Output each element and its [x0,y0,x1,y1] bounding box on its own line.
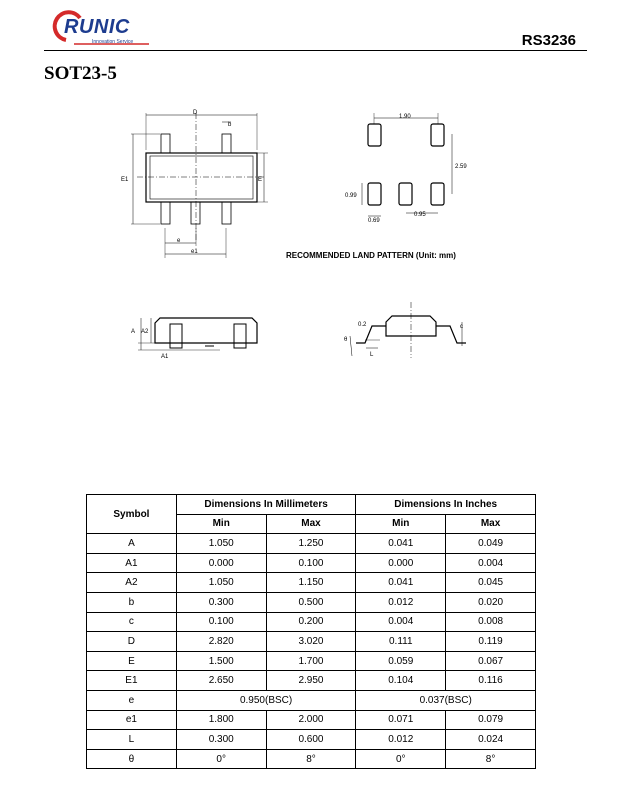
table-row [87,710,536,730]
cell-in-max: 0.045 [446,573,536,593]
cell-mm-max: 0.100 [266,553,356,573]
cell-mm-min: 1.500 [176,651,266,671]
cell-in-min: 0.012 [356,592,446,612]
dim-label-e: e [177,238,181,244]
land-label-height: 2.59 [455,164,467,170]
cell-in-min: 0° [356,749,446,769]
cell-in-max: 0.049 [446,534,536,554]
cell-mm-min: 1.800 [176,710,266,730]
table-row [87,612,536,632]
logo-tagline: Innovation Service [92,39,134,45]
dim-label-D: D [193,110,198,116]
cell-symbol: E [87,651,177,671]
cell-symbol: L [87,730,177,750]
in-max-header: Max [446,514,536,534]
land-label-pitch2: 0.95 [414,212,426,218]
side-label-A2: A2 [141,329,149,335]
cell-in-min: 0.111 [356,632,446,652]
cell-symbol: A [87,534,177,554]
table-row [87,671,536,691]
mm-header: Dimensions In Millimeters [176,495,356,515]
mm-min-header: Min [176,514,266,534]
dim-label-E: E [258,177,263,183]
mm-max-header: Max [266,514,356,534]
dim-label-b: b [228,122,232,128]
side-label-A1: A1 [161,354,169,360]
cell-symbol: θ [87,749,177,769]
cell-symbol: E1 [87,671,177,691]
table-row [87,534,536,554]
end-label-L: L [370,352,374,358]
cell-in-max: 8° [446,749,536,769]
in-min-header: Min [356,514,446,534]
package-title: SOT23-5 [44,63,117,84]
table-header-row [87,495,536,515]
cell-mm-max: 0.500 [266,592,356,612]
cell-in-min: 0.104 [356,671,446,691]
cell-mm-min: 2.820 [176,632,266,652]
cell-in-min: 0.041 [356,573,446,593]
cell-symbol: A1 [87,553,177,573]
cell-symbol: e1 [87,710,177,730]
land-label-pad-width: 0.69 [368,218,380,224]
cell-mm-max: 8° [266,749,356,769]
cell-symbol: c [87,612,177,632]
land-pattern-drawing [362,113,452,216]
cell-symbol: e [87,690,177,710]
cell-symbol: b [87,592,177,612]
cell-in-max: 0.116 [446,671,536,691]
cell-mm-min: 0° [176,749,266,769]
end-view-drawing [350,302,466,358]
cell-mm-max: 1.250 [266,534,356,554]
cell-in-min: 0.012 [356,730,446,750]
table-row [87,553,536,573]
cell-in-bsc: 0.037(BSC) [356,690,536,710]
table-row [87,690,536,710]
cell-mm-max: 0.600 [266,730,356,750]
table-row [87,592,536,612]
table-row [87,730,536,750]
cell-mm-min: 0.000 [176,553,266,573]
cell-in-max: 0.067 [446,651,536,671]
cell-mm-min: 2.650 [176,671,266,691]
table-row [87,749,536,769]
cell-in-min: 0.041 [356,534,446,554]
table-row [87,632,536,652]
cell-mm-max: 0.200 [266,612,356,632]
table-row [87,573,536,593]
cell-in-min: 0.000 [356,553,446,573]
in-header: Dimensions In Inches [356,495,536,515]
cell-symbol: A2 [87,573,177,593]
cell-in-min: 0.059 [356,651,446,671]
end-label-gauge: 0.2 [358,322,367,328]
end-label-theta: θ [344,337,348,343]
land-label-pad-height: 0.99 [345,193,357,199]
cell-mm-max: 2.000 [266,710,356,730]
cell-mm-min: 1.050 [176,534,266,554]
cell-in-min: 0.071 [356,710,446,730]
cell-in-min: 0.004 [356,612,446,632]
cell-in-max: 0.004 [446,553,536,573]
cell-symbol: D [87,632,177,652]
cell-in-max: 0.079 [446,710,536,730]
land-label-pitch: 1.90 [399,114,411,120]
cell-in-max: 0.020 [446,592,536,612]
symbol-header: Symbol [87,495,177,534]
dim-label-e1: e1 [191,249,198,255]
logo-text: RUNIC [64,16,130,38]
side-label-A: A [131,329,136,335]
cell-mm-max: 3.020 [266,632,356,652]
cell-mm-min: 1.050 [176,573,266,593]
cell-mm-min: 0.300 [176,592,266,612]
cell-mm-min: 0.100 [176,612,266,632]
land-pattern-caption: RECOMMENDED LAND PATTERN (Unit: mm) [286,251,456,260]
top-view-drawing [131,113,268,258]
cell-mm-max: 2.950 [266,671,356,691]
dim-label-E1: E1 [121,177,129,183]
cell-in-max: 0.119 [446,632,536,652]
part-number: RS3236 [521,32,576,49]
end-label-c: c [460,324,463,330]
cell-in-max: 0.008 [446,612,536,632]
dimensions-table [86,494,536,769]
side-view-drawing [138,318,257,350]
cell-mm-bsc: 0.950(BSC) [176,690,356,710]
table-row [87,651,536,671]
cell-mm-max: 1.700 [266,651,356,671]
cell-in-max: 0.024 [446,730,536,750]
cell-mm-min: 0.300 [176,730,266,750]
cell-mm-max: 1.150 [266,573,356,593]
